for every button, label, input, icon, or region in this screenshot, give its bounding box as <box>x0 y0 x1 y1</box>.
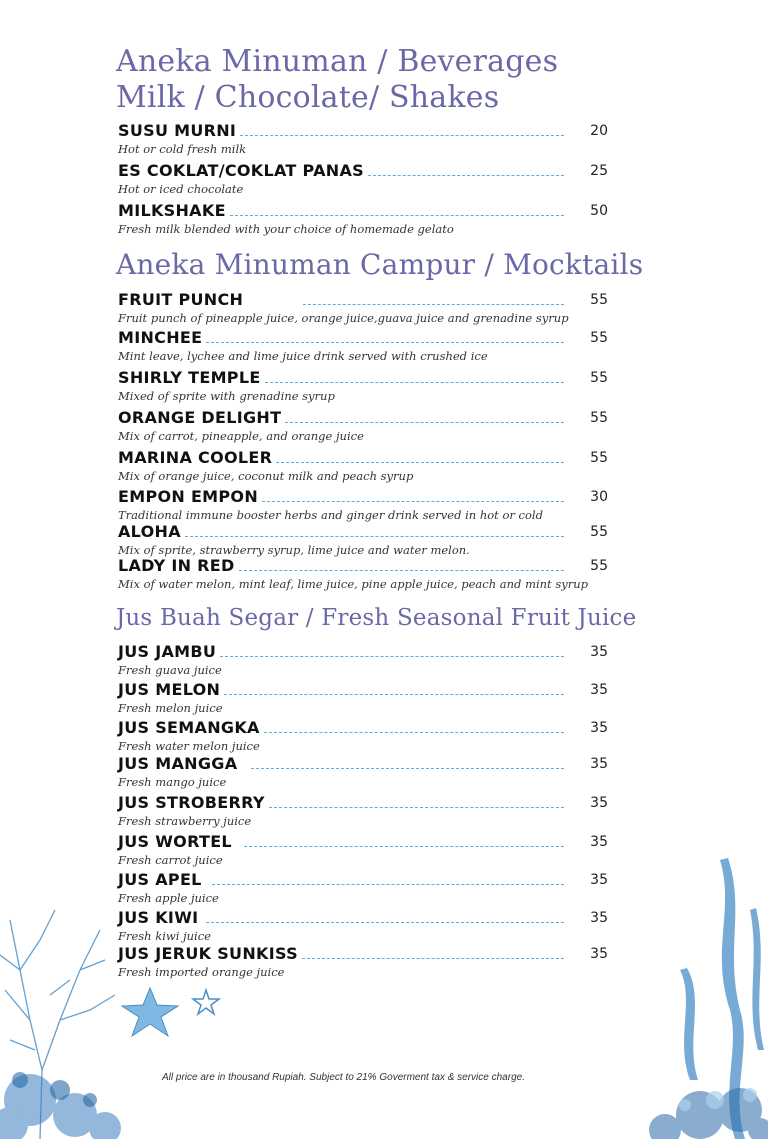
section-title-juice: Jus Buah Segar / Fresh Seasonal Fruit Juice <box>116 605 637 631</box>
dot-leader <box>303 304 564 305</box>
dot-leader <box>285 422 564 423</box>
item-name: SHIRLY TEMPLE <box>118 368 261 387</box>
item-description: Mint leave, lychee and lime juice drink served with crushed ice <box>118 349 488 363</box>
item-name: ORANGE DELIGHT <box>118 408 282 427</box>
menu-item <box>118 642 608 678</box>
item-description: Mixed of sprite with grenadine syrup <box>118 389 335 403</box>
menu-item <box>118 870 608 906</box>
dot-leader <box>220 656 564 657</box>
item-name: MINCHEE <box>118 328 203 347</box>
title-line-1: Aneka Minuman / Beverages <box>116 44 559 79</box>
menu-item <box>118 368 608 404</box>
menu-item <box>118 487 608 523</box>
dot-leader <box>276 462 564 463</box>
dot-leader <box>185 536 564 537</box>
item-price: 35 <box>590 795 608 811</box>
item-description: Fresh strawberry juice <box>118 814 252 828</box>
item-description: Fresh kiwi juice <box>118 929 211 943</box>
item-name: JUS MANGGA <box>118 754 238 773</box>
item-price: 55 <box>590 410 608 426</box>
dot-leader <box>265 382 564 383</box>
section-title-beverages <box>116 44 558 116</box>
item-description: Fresh melon juice <box>118 701 223 715</box>
item-description: Fresh water melon juice <box>118 739 260 753</box>
item-name: MILKSHAKE <box>118 201 226 220</box>
starfish-icon <box>116 986 226 1038</box>
title-line-2: Milk / Chocolate/ Shakes <box>116 80 500 115</box>
item-price: 55 <box>590 450 608 466</box>
item-name: ALOHA <box>118 522 181 541</box>
item-name: JUS JAMBU <box>118 642 217 661</box>
menu-item <box>118 121 608 157</box>
item-price: 30 <box>590 489 608 505</box>
item-price: 35 <box>590 910 608 926</box>
menu-item <box>118 944 608 980</box>
item-price: 25 <box>590 163 608 179</box>
dot-leader <box>230 215 564 216</box>
item-name: JUS WORTEL <box>118 832 232 851</box>
dot-leader <box>239 570 564 571</box>
item-price: 35 <box>590 720 608 736</box>
dot-leader <box>251 768 564 769</box>
item-price: 55 <box>590 370 608 386</box>
coral-left-icon <box>0 900 130 1139</box>
item-price: 20 <box>590 123 608 139</box>
item-name: JUS APEL <box>118 870 202 889</box>
item-description: Mix of carrot, pineapple, and orange juice <box>118 429 364 443</box>
item-name: FRUIT PUNCH <box>118 290 244 309</box>
dot-leader <box>368 175 564 176</box>
item-price: 35 <box>590 834 608 850</box>
dot-leader <box>224 694 564 695</box>
menu-item <box>118 161 608 197</box>
dot-leader <box>244 846 564 847</box>
dot-leader <box>264 732 564 733</box>
menu-item <box>118 793 608 829</box>
item-name: JUS MELON <box>118 680 221 699</box>
item-name: LADY IN RED <box>118 556 235 575</box>
menu-item <box>118 201 608 237</box>
item-name: JUS SEMANGKA <box>118 718 260 737</box>
item-price: 35 <box>590 872 608 888</box>
price-note: All price are in thousand Rupiah. Subject to 21% Goverment tax & service charge. <box>162 1072 525 1083</box>
menu-item <box>118 448 608 484</box>
item-description: Mix of orange juice, coconut milk and peach syrup <box>118 469 414 483</box>
dot-leader <box>206 922 564 923</box>
section-title-mocktails: Aneka Minuman Campur / Mocktails <box>116 248 644 281</box>
item-description: Fruit punch of pineapple juice, orange juice,guava juice and grenadine syrup <box>118 311 569 325</box>
item-description: Mix of sprite, strawberry syrup, lime juice and water melon. <box>118 543 470 557</box>
menu-item <box>118 718 608 754</box>
item-description: Hot or cold fresh milk <box>118 142 247 156</box>
item-description: Fresh mango juice <box>118 775 227 789</box>
item-description: Fresh carrot juice <box>118 853 223 867</box>
item-price: 55 <box>590 292 608 308</box>
item-name: EMPON EMPON <box>118 487 259 506</box>
item-name: JUS JERUK SUNKISS <box>118 944 298 963</box>
item-price: 35 <box>590 946 608 962</box>
item-name: JUS KIWI <box>118 908 199 927</box>
menu-item <box>118 556 608 592</box>
item-price: 55 <box>590 524 608 540</box>
item-price: 35 <box>590 756 608 772</box>
menu-item <box>118 832 608 868</box>
dot-leader <box>206 342 564 343</box>
item-price: 55 <box>590 558 608 574</box>
item-description: Fresh apple juice <box>118 891 219 905</box>
item-description: Hot or iced chocolate <box>118 182 244 196</box>
item-description: Fresh imported orange juice <box>118 965 285 979</box>
menu-item <box>118 522 608 558</box>
item-description: Mix of water melon, mint leaf, lime juice, pine apple juice, peach and mint syrup <box>118 577 589 591</box>
dot-leader <box>240 135 564 136</box>
menu-item <box>118 328 608 364</box>
menu-item <box>118 754 608 790</box>
dot-leader <box>269 807 564 808</box>
item-price: 35 <box>590 644 608 660</box>
menu-item <box>118 408 608 444</box>
item-name: MARINA COOLER <box>118 448 273 467</box>
dot-leader <box>262 501 564 502</box>
item-name: SUSU MURNI <box>118 121 237 140</box>
item-description: Fresh guava juice <box>118 663 222 677</box>
seaweed-right-icon <box>640 850 768 1139</box>
item-name: ES COKLAT/COKLAT PANAS <box>118 161 364 180</box>
item-description: Fresh milk blended with your choice of homemade gelato <box>118 222 454 236</box>
dot-leader <box>212 884 564 885</box>
item-price: 50 <box>590 203 608 219</box>
item-description: Traditional immune booster herbs and ginger drink served in hot or cold <box>118 508 543 522</box>
menu-item <box>118 680 608 716</box>
menu-item <box>118 290 608 326</box>
menu-item <box>118 908 608 944</box>
item-price: 35 <box>590 682 608 698</box>
dot-leader <box>302 958 564 959</box>
item-price: 55 <box>590 330 608 346</box>
item-name: JUS STROBERRY <box>118 793 265 812</box>
